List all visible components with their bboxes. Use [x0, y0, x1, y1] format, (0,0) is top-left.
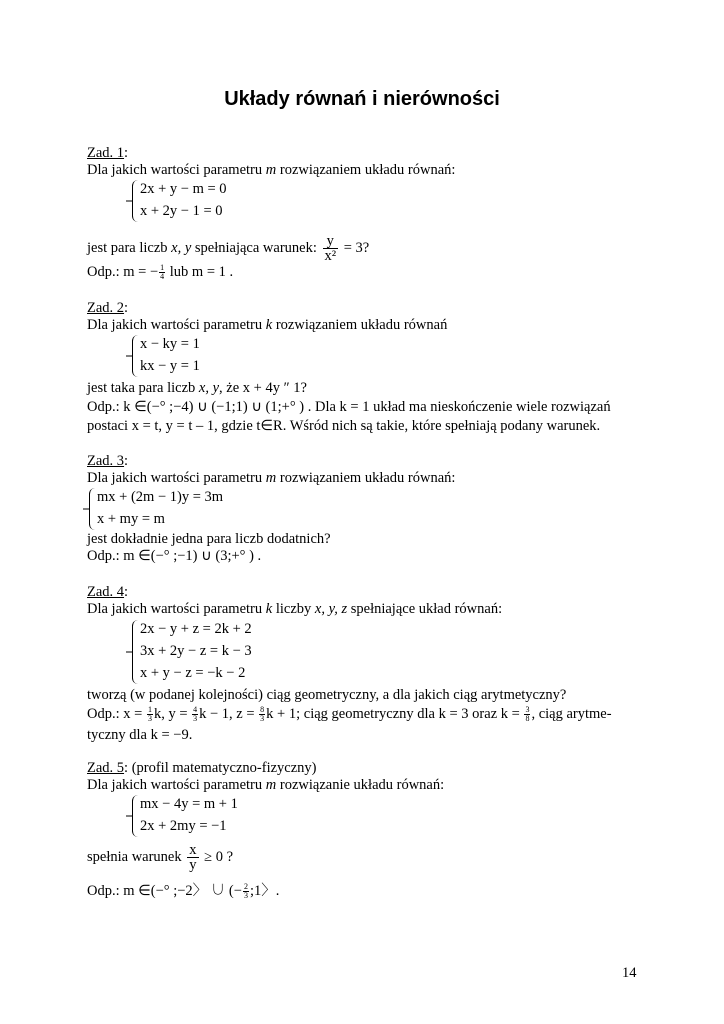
task-2-parameter: k: [265, 317, 273, 333]
task-5-equation-system: [132, 795, 282, 837]
task-2-answer-line-2: postaci x = t, y = t – 1, gdzie t∈R. Wśród nich są takie, które spełniają podany warunek.: [87, 418, 601, 434]
task-3-condition: jest dokładnie jedna para liczb dodatnich?: [87, 531, 331, 547]
task-4-answer-y: k, y =: [153, 706, 188, 722]
task-3-equation-2: x + my = m: [97, 511, 165, 527]
system-brace: [132, 335, 139, 377]
task-5-answer-fraction: [243, 883, 249, 900]
system-brace: [89, 488, 96, 530]
fraction-denominator: 3: [147, 714, 152, 724]
task-1-question-end: rozwiązaniem układu równań:: [276, 162, 456, 178]
task-4-equation-system: [132, 620, 302, 684]
task-1-question-text: Dla jakich wartości parametru: [87, 162, 266, 178]
task-4-equation-3: x + y − z = −k − 2: [140, 665, 246, 681]
task-1-condition-mid: spełniająca warunek:: [191, 240, 317, 256]
task-4-fraction-3: [259, 706, 265, 723]
page-title: Układy równań i nierówności: [224, 88, 500, 110]
task-1-condition: [87, 233, 369, 263]
task-2-condition-vars: x, y: [198, 380, 220, 396]
fraction-numerator: 2: [243, 882, 248, 892]
task-1-heading: [87, 145, 128, 162]
task-2-equation-system: [132, 335, 252, 377]
task-5-question: [87, 777, 444, 794]
task-5-label: Zad. 5: [87, 760, 125, 776]
fraction-numerator: 4: [193, 705, 198, 715]
page-number: 14: [622, 965, 637, 981]
task-1-equation-system: [132, 180, 292, 222]
task-1-answer-fraction: [159, 264, 165, 281]
task-4-question: [87, 601, 502, 618]
task-2-question-text: Dla jakich wartości parametru: [87, 317, 266, 333]
task-1-colon: :: [124, 145, 129, 161]
task-4-answer-end: , ciąg arytme-: [531, 706, 612, 722]
fraction-denominator: 3: [193, 714, 198, 724]
task-4-answer-line-2: tyczny dla k = −9.: [87, 727, 193, 743]
task-1-condition-tail: = 3?: [343, 240, 370, 256]
task-1-question: [87, 162, 455, 179]
task-4-colon: :: [124, 584, 129, 600]
fraction-numerator: y: [323, 234, 339, 249]
task-1-answer: [87, 264, 233, 281]
task-5-condition: [87, 842, 233, 872]
task-3-parameter: m: [265, 470, 277, 486]
task-3-equation-1: mx + (2m − 1)y = 3m: [97, 489, 224, 505]
task-3-question: [87, 470, 455, 487]
task-1-parameter: m: [265, 162, 277, 178]
task-2-question: [87, 317, 447, 334]
fraction-numerator: 8: [260, 705, 265, 715]
task-2-equation-2: kx − y = 1: [140, 358, 200, 374]
task-2-condition: [87, 380, 307, 397]
task-2-heading: [87, 300, 128, 317]
task-5-parameter: m: [265, 777, 277, 793]
system-brace: [132, 180, 139, 222]
task-4-condition: tworzą (w podanej kolejności) ciąg geometryczny, a dla jakich ciąg arytmetyczny?: [87, 687, 567, 703]
task-3-equation-system: [89, 488, 259, 530]
task-5-equation-1: mx − 4y = m + 1: [140, 796, 238, 812]
task-4-answer-sequence: k + 1; ciąg geometryczny dla k = 3 oraz k =: [266, 706, 520, 722]
task-1-equation-2: x + 2y − 1 = 0: [140, 203, 223, 219]
task-5-question-text: Dla jakich wartości parametru: [87, 777, 266, 793]
task-3-question-end: rozwiązaniem układu równań:: [276, 470, 456, 486]
task-5-colon: : (profil matematyczno-fizyczny): [124, 760, 317, 776]
fraction-denominator: y: [189, 857, 197, 874]
task-4-equation-1: 2x − y + z = 2k + 2: [140, 621, 252, 637]
fraction-numerator: 3: [525, 705, 530, 715]
task-2-answer-line-1: Odp.: k ∈(−° ;−4) ∪ (−1;1) ∪ (1;+° ) . Dla k = 1 układ ma nieskończenie wiele rozwiązań: [87, 399, 611, 415]
task-4-fraction-1: [147, 706, 153, 723]
task-3-question-text: Dla jakich wartości parametru: [87, 470, 266, 486]
task-5-answer: [87, 883, 279, 900]
task-5-question-end: rozwiązanie układu równań:: [276, 777, 445, 793]
fraction-numerator: 1: [160, 263, 165, 273]
task-5-heading: [87, 760, 316, 777]
task-4-answer-x: Odp.: x =: [87, 706, 143, 722]
task-1-condition-text: jest para liczb: [87, 240, 172, 256]
task-3-colon: :: [124, 453, 129, 469]
task-5-answer-start: Odp.: m ∈(−° ;−2〉 ∪ (−: [87, 883, 242, 899]
task-4-answer-z: k − 1, z =: [199, 706, 255, 722]
fraction-denominator: 4: [160, 272, 165, 282]
task-1-equation-1: 2x + y − m = 0: [140, 181, 227, 197]
fraction-denominator: 8: [525, 714, 530, 724]
task-4-question-end: spełniające układ równań:: [347, 601, 503, 617]
task-2-label: Zad. 2: [87, 300, 125, 316]
task-5-equation-2: 2x + 2my = −1: [140, 818, 227, 834]
fraction-denominator: 3: [260, 714, 265, 724]
task-3-heading: [87, 453, 128, 470]
task-4-parameter: k: [265, 601, 273, 617]
task-2-condition-end: , że x + 4y ″ 1?: [219, 380, 307, 396]
task-4-fraction-2: [192, 706, 198, 723]
fraction-denominator: x²: [324, 248, 337, 265]
task-1-fraction: [323, 234, 339, 263]
task-5-condition-text: spełnia warunek: [87, 849, 182, 865]
fraction-numerator: 1: [147, 705, 152, 715]
task-2-condition-text: jest taka para liczb: [87, 380, 199, 396]
task-1-answer-start: Odp.: m = −: [87, 264, 159, 280]
task-1-answer-end: lub m = 1 .: [166, 264, 234, 280]
task-2-colon: :: [124, 300, 129, 316]
task-4-question-text: Dla jakich wartości parametru: [87, 601, 266, 617]
fraction-numerator: x: [189, 842, 197, 859]
task-4-fraction-4: [524, 706, 530, 723]
task-4-equation-2: 3x + 2y − z = k − 3: [140, 643, 252, 659]
task-4-label: Zad. 4: [87, 584, 125, 600]
task-4-heading: [87, 584, 128, 601]
task-4-question-mid: liczby: [272, 601, 315, 617]
task-1-condition-vars: x, y: [171, 240, 192, 256]
task-4-answer-line-1: [87, 706, 612, 723]
task-5-condition-tail: ≥ 0 ?: [204, 849, 234, 865]
task-3-label: Zad. 3: [87, 453, 125, 469]
task-2-question-end: rozwiązaniem układu równań: [272, 317, 448, 333]
task-5-fraction: [187, 843, 198, 872]
task-2-equation-1: x − ky = 1: [140, 336, 200, 352]
system-brace: [132, 620, 139, 684]
task-4-question-vars: x, y, z: [314, 601, 348, 617]
task-1-label: Zad. 1: [87, 145, 125, 161]
task-3-answer: Odp.: m ∈(−° ;−1) ∪ (3;+° ) .: [87, 548, 262, 564]
task-5-answer-end: ;1〉.: [249, 883, 280, 899]
system-brace: [132, 795, 139, 837]
fraction-denominator: 3: [243, 891, 248, 901]
